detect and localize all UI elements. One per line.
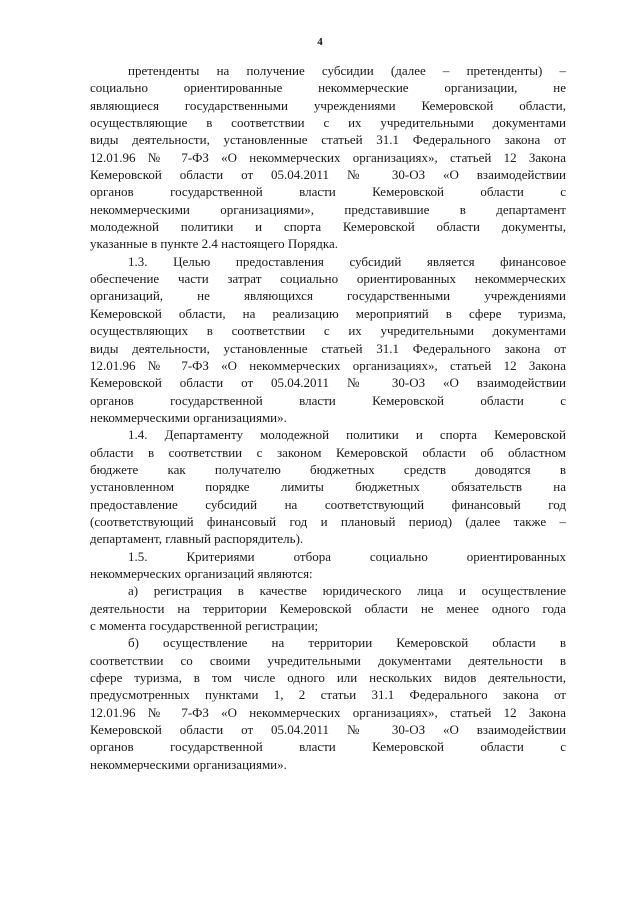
text-line: осуществляющие в соответствии с их учредительными документами [90,115,566,131]
text-line: 1.5. Критериями отбора социально ориентированных [128,548,566,564]
text-line: б) осуществление на территории Кемеровской области в [128,635,566,651]
page-number: 4 [317,36,323,48]
text-line: предоставление субсидий на соответствующий финансовый год [90,496,566,512]
text-line: являющиеся государственными учреждениями Кемеровской области, [90,97,566,113]
text-line: социально ориентированные некоммерческие организации, не [90,80,566,96]
text-line: претенденты на получение субсидии (далее – претенденты) – [128,63,566,78]
text-line: Кемеровской области от 05.04.2011 № 30-ОЗ «О взаимодействии [90,375,566,391]
text-line: организаций, не являющихся государственными учреждениями [90,288,566,304]
text-line: виды деятельности, установленные статьей 31.1 Федерального закона от [90,340,566,356]
text-line: виды деятельности, установленные статьей 31.1 Федерального закона от [90,132,566,148]
text-line: органов государственной власти Кемеровской области с [90,392,566,408]
text-line: соответствии со своими учредительными документами деятельности в [90,652,566,668]
text-line: 1.4. Департаменту молодежной политики и спорта Кемеровской [128,427,566,443]
text-line: деятельности на территории Кемеровской области не менее одного года [90,600,566,616]
text-line: некоммерческих организаций являются: [90,565,313,581]
text-line: области в соответствии с законом Кемеровской области об областном [90,444,566,460]
text-line: указанные в пункте 2.4 настоящего Порядка. [90,236,339,252]
text-line: органов государственной власти Кемеровской области с [90,184,566,200]
text-line: некоммерческими организациями». [90,409,287,425]
text-line: сфере туризма, в том числе одного или нескольких видов деятельности, [90,670,566,686]
text-line: молодежной политики и спорта Кемеровской области документы, [90,219,566,235]
text-line: (соответствующий финансовый год и плановый период) (далее также – [90,513,566,529]
paragraph-1-5 [90,548,566,583]
text-line: органов государственной власти Кемеровской области с [90,739,566,755]
text-line: Кемеровской области от 05.04.2011 № 30-ОЗ «О взаимодействии [90,167,566,183]
text-line: 1.3. Целью предоставления субсидий является финансовое [128,253,566,269]
paragraph-1-4 [90,426,566,547]
text-line: 12.01.96 № 7-ФЗ «О некоммерческих организациях», статьей 12 Закона [90,357,566,373]
text-line: некоммерческими организациями», представившие в департамент [90,201,566,217]
text-line: департамент, главный распорядитель). [90,531,304,547]
text-line: установленном порядке лимиты бюджетных обязательств на [90,479,566,495]
text-line: Кемеровской области от 05.04.2011 № 30-ОЗ «О взаимодействии [90,722,566,738]
text-line: а) регистрация в качестве юридического лица и осуществление [128,583,566,599]
text-line: 12.01.96 № 7-ФЗ «О некоммерческих организациях», статьей 12 Закона [90,704,566,720]
paragraph-continuation [90,62,566,253]
list-item-b [90,634,566,773]
text-line: 12.01.96 № 7-ФЗ «О некоммерческих организациях», статьей 12 Закона [90,149,566,165]
text-line: обеспечение части затрат социально ориентированных некоммерческих [90,271,566,287]
text-line: бюджете как получателю бюджетных средств доводятся в [90,461,566,477]
document-body [90,62,566,773]
text-line: с момента государственной регистрации; [90,618,319,633]
paragraph-1-3 [90,253,566,426]
text-line: предусмотренных пунктами 1, 2 статьи 31.1 Федерального закона от [90,687,566,703]
text-line: некоммерческими организациями». [90,756,287,772]
text-line: осуществляющих в соответствии с их учредительными документами [90,323,566,339]
list-item-a [90,582,566,634]
text-line: Кемеровской области, на реализацию мероприятий в сфере туризма, [90,305,566,321]
